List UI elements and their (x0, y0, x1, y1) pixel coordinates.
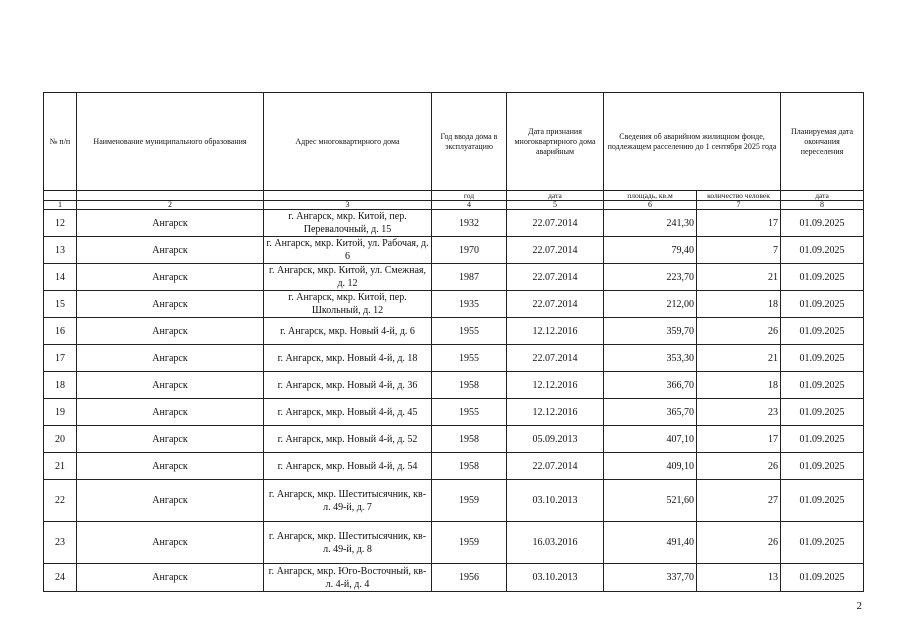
people-cell: 26 (697, 318, 781, 345)
row-number: 15 (44, 291, 77, 318)
municipality-cell: Ангарск (77, 522, 264, 564)
column-number: 8 (781, 201, 864, 210)
header-housing-info: Сведения об аварийном жилищном фонде, подлежащем расселению до 1 сентября 2025 года (604, 93, 781, 191)
address-cell: г. Ангарск, мкр. Китой, пер. Школьный, д. 12 (264, 291, 432, 318)
people-cell: 18 (697, 372, 781, 399)
municipality-cell: Ангарск (77, 480, 264, 522)
header-row (44, 93, 864, 191)
table-row (44, 345, 864, 372)
table-row (44, 399, 864, 426)
plan-date-cell: 01.09.2025 (781, 264, 864, 291)
plan-date-cell: 01.09.2025 (781, 399, 864, 426)
address-cell: г. Ангарск, мкр. Китой, ул. Рабочая, д. 6 (264, 237, 432, 264)
address-cell: г. Ангарск, мкр. Шеститысячник, кв-л. 49-й, д. 7 (264, 480, 432, 522)
people-cell: 21 (697, 264, 781, 291)
address-cell: г. Ангарск, мкр. Новый 4-й, д. 36 (264, 372, 432, 399)
emergency-date-cell: 22.07.2014 (507, 345, 604, 372)
table-row (44, 372, 864, 399)
people-cell: 23 (697, 399, 781, 426)
column-number: 2 (77, 201, 264, 210)
emergency-date-cell: 22.07.2014 (507, 453, 604, 480)
area-cell: 407,10 (604, 426, 697, 453)
plan-date-cell: 01.09.2025 (781, 237, 864, 264)
table-row (44, 291, 864, 318)
subheader-empty (77, 191, 264, 201)
area-cell: 212,00 (604, 291, 697, 318)
area-cell: 241,30 (604, 210, 697, 237)
column-number: 6 (604, 201, 697, 210)
resettlement-table (43, 92, 864, 592)
people-cell: 21 (697, 345, 781, 372)
plan-date-cell: 01.09.2025 (781, 210, 864, 237)
address-cell: г. Ангарск, мкр. Юго-Восточный, кв-л. 4-й, д. 4 (264, 564, 432, 592)
row-number: 21 (44, 453, 77, 480)
people-cell: 26 (697, 522, 781, 564)
address-cell: г. Ангарск, мкр. Новый 4-й, д. 45 (264, 399, 432, 426)
area-cell: 409,10 (604, 453, 697, 480)
plan-date-cell: 01.09.2025 (781, 291, 864, 318)
plan-date-cell: 01.09.2025 (781, 480, 864, 522)
area-cell: 337,70 (604, 564, 697, 592)
municipality-cell: Ангарск (77, 399, 264, 426)
emergency-date-cell: 16.03.2016 (507, 522, 604, 564)
row-number: 12 (44, 210, 77, 237)
emergency-date-cell: 05.09.2013 (507, 426, 604, 453)
municipality-cell: Ангарск (77, 564, 264, 592)
row-number: 22 (44, 480, 77, 522)
municipality-cell: Ангарск (77, 264, 264, 291)
year-cell: 1959 (432, 522, 507, 564)
year-cell: 1987 (432, 264, 507, 291)
subheader-year: год (432, 191, 507, 201)
plan-date-cell: 01.09.2025 (781, 345, 864, 372)
row-number: 13 (44, 237, 77, 264)
address-cell: г. Ангарск, мкр. Китой, пер. Перевалочный, д. 15 (264, 210, 432, 237)
year-cell: 1958 (432, 453, 507, 480)
row-number: 14 (44, 264, 77, 291)
year-cell: 1935 (432, 291, 507, 318)
emergency-date-cell: 12.12.2016 (507, 372, 604, 399)
column-number: 7 (697, 201, 781, 210)
table-row (44, 522, 864, 564)
table-row (44, 426, 864, 453)
subheader-plan-date: дата (781, 191, 864, 201)
emergency-date-cell: 12.12.2016 (507, 399, 604, 426)
area-cell: 521,60 (604, 480, 697, 522)
table-row (44, 210, 864, 237)
address-cell: г. Ангарск, мкр. Новый 4-й, д. 52 (264, 426, 432, 453)
people-cell: 17 (697, 426, 781, 453)
plan-date-cell: 01.09.2025 (781, 522, 864, 564)
municipality-cell: Ангарск (77, 210, 264, 237)
page-number: 2 (856, 600, 862, 612)
address-cell: г. Ангарск, мкр. Новый 4-й, д. 18 (264, 345, 432, 372)
year-cell: 1958 (432, 372, 507, 399)
municipality-cell: Ангарск (77, 372, 264, 399)
emergency-date-cell: 22.07.2014 (507, 237, 604, 264)
header-number: № п/п (44, 93, 77, 191)
row-number: 20 (44, 426, 77, 453)
header-address: Адрес многоквартирного дома (264, 93, 432, 191)
column-number: 1 (44, 201, 77, 210)
subheader-empty (264, 191, 432, 201)
table-row (44, 480, 864, 522)
column-number: 4 (432, 201, 507, 210)
plan-date-cell: 01.09.2025 (781, 426, 864, 453)
address-cell: г. Ангарск, мкр. Новый 4-й, д. 54 (264, 453, 432, 480)
emergency-date-cell: 12.12.2016 (507, 318, 604, 345)
people-cell: 18 (697, 291, 781, 318)
address-cell: г. Ангарск, мкр. Шеститысячник, кв-л. 49-й, д. 8 (264, 522, 432, 564)
subheader-area: площадь, кв.м (604, 191, 697, 201)
year-cell: 1970 (432, 237, 507, 264)
municipality-cell: Ангарск (77, 291, 264, 318)
table-row (44, 318, 864, 345)
header-planned-date: Планируемая дата окончания переселения (781, 93, 864, 191)
emergency-date-cell: 03.10.2013 (507, 564, 604, 592)
area-cell: 366,70 (604, 372, 697, 399)
table-row (44, 237, 864, 264)
area-cell: 491,40 (604, 522, 697, 564)
header-emergency-date: Дата признания многоквартирного дома аварийным (507, 93, 604, 191)
year-cell: 1955 (432, 318, 507, 345)
area-cell: 365,70 (604, 399, 697, 426)
municipality-cell: Ангарск (77, 426, 264, 453)
people-cell: 17 (697, 210, 781, 237)
municipality-cell: Ангарск (77, 345, 264, 372)
people-cell: 26 (697, 453, 781, 480)
column-number-row (44, 201, 864, 210)
year-cell: 1956 (432, 564, 507, 592)
people-cell: 7 (697, 237, 781, 264)
emergency-date-cell: 22.07.2014 (507, 210, 604, 237)
plan-date-cell: 01.09.2025 (781, 318, 864, 345)
row-number: 23 (44, 522, 77, 564)
row-number: 17 (44, 345, 77, 372)
year-cell: 1959 (432, 480, 507, 522)
people-cell: 13 (697, 564, 781, 592)
row-number: 18 (44, 372, 77, 399)
emergency-date-cell: 22.07.2014 (507, 264, 604, 291)
municipality-cell: Ангарск (77, 237, 264, 264)
row-number: 24 (44, 564, 77, 592)
table-row (44, 564, 864, 592)
address-cell: г. Ангарск, мкр. Новый 4-й, д. 6 (264, 318, 432, 345)
area-cell: 223,70 (604, 264, 697, 291)
plan-date-cell: 01.09.2025 (781, 453, 864, 480)
year-cell: 1932 (432, 210, 507, 237)
column-number: 3 (264, 201, 432, 210)
subheader-people: количество человек (697, 191, 781, 201)
header-year: Год ввода дома в эксплуатацию (432, 93, 507, 191)
area-cell: 359,70 (604, 318, 697, 345)
header-municipality: Наименование муниципального образования (77, 93, 264, 191)
subheader-row (44, 191, 864, 201)
municipality-cell: Ангарск (77, 318, 264, 345)
emergency-date-cell: 03.10.2013 (507, 480, 604, 522)
row-number: 19 (44, 399, 77, 426)
address-cell: г. Ангарск, мкр. Китой, ул. Смежная, д. 12 (264, 264, 432, 291)
people-cell: 27 (697, 480, 781, 522)
year-cell: 1958 (432, 426, 507, 453)
row-number: 16 (44, 318, 77, 345)
plan-date-cell: 01.09.2025 (781, 564, 864, 592)
table-row (44, 453, 864, 480)
year-cell: 1955 (432, 399, 507, 426)
column-number: 5 (507, 201, 604, 210)
emergency-date-cell: 22.07.2014 (507, 291, 604, 318)
year-cell: 1955 (432, 345, 507, 372)
table-row (44, 264, 864, 291)
area-cell: 79,40 (604, 237, 697, 264)
plan-date-cell: 01.09.2025 (781, 372, 864, 399)
subheader-empty (44, 191, 77, 201)
municipality-cell: Ангарск (77, 453, 264, 480)
area-cell: 353,30 (604, 345, 697, 372)
subheader-date: дата (507, 191, 604, 201)
